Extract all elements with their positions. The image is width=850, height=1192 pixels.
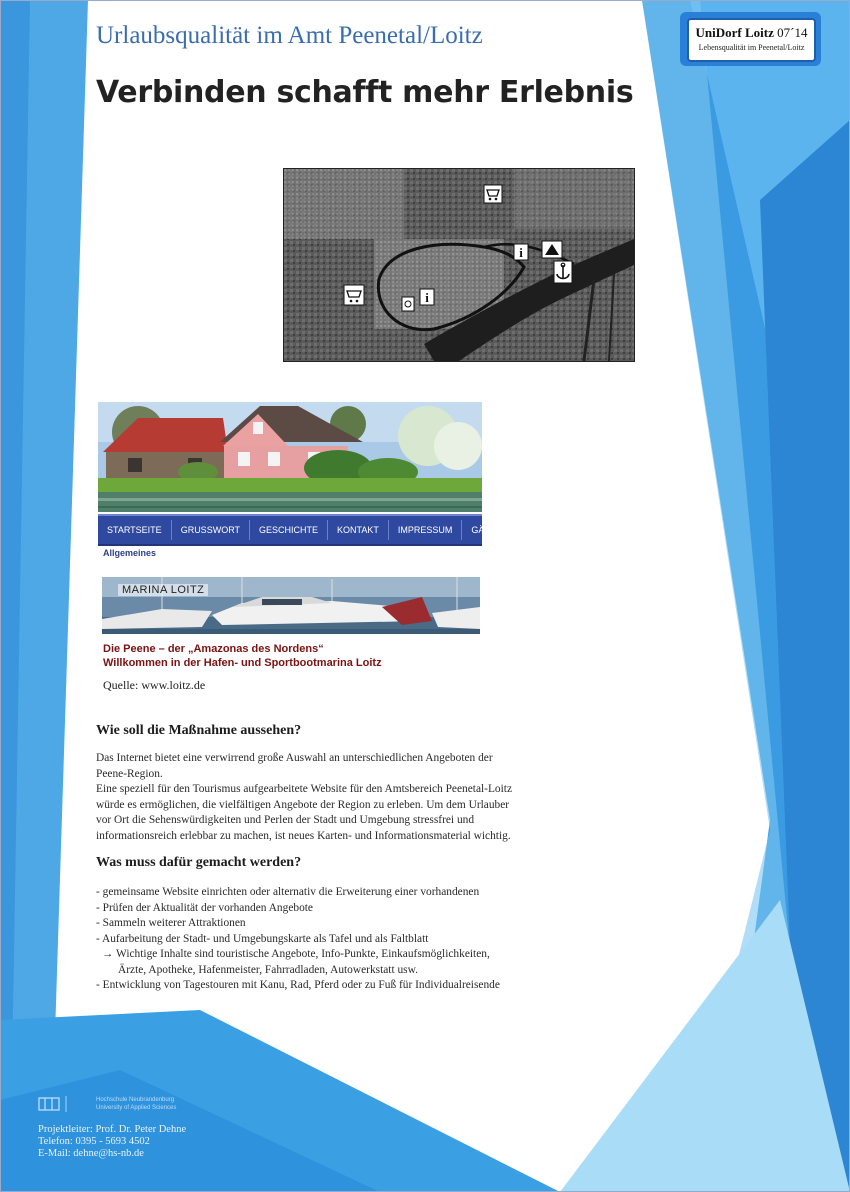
badge-year: 07´14 (777, 25, 808, 40)
list-item: - gemeinsame Website einrichten oder alternativ die Erweiterung einer vorhandenen (96, 886, 480, 898)
list-item: - Prüfen der Aktualität der vorhanden Angebote (96, 901, 313, 914)
nav-item-startseite[interactable]: STARTSEITE (98, 520, 172, 540)
body-line: vor Ort die Sehenswürdigkeiten und Perlen der Stadt und Umgebung stressfrei und (96, 814, 475, 826)
info-icon (420, 289, 434, 305)
nav-item-kontakt[interactable]: KONTAKT (328, 520, 389, 540)
university-logo (38, 1094, 178, 1116)
university-logo-text (96, 1096, 176, 1112)
shopping-cart-icon (484, 185, 502, 203)
svg-text:i: i (519, 245, 523, 260)
logo-text-line-2: University of Applied Sciences (96, 1105, 177, 1111)
section-body-measure (96, 751, 536, 844)
list-item: - Entwicklung von Tagestouren mit Kanu, Rad, Pferd oder zu Fuß für Individualreisende (96, 979, 500, 991)
header-subtitle: Urlaubsqualität im Amt Peenetal/Loitz (96, 22, 483, 49)
unidorf-badge (680, 12, 821, 66)
nav-item-gaestebuch[interactable]: GÄSTEBUCH (471, 525, 528, 535)
marina-headline-line-1: Die Peene – der „Amazonas des Nordens“ (103, 643, 324, 655)
shopping-cart-icon (344, 285, 364, 305)
aerial-map (283, 168, 635, 362)
contact-project-lead: Projektleiter: Prof. Dr. Peter Dehne (38, 1124, 187, 1135)
body-line: Das Internet bietet eine verwirrend große Auswahl an unterschiedlichen Angeboten der (96, 752, 493, 764)
logo-text-line-1: Hochschule Neubrandenburg (96, 1097, 175, 1103)
list-item: - Aufarbeitung der Stadt- und Umgebungskarte als Tafel und als Faltblatt (96, 932, 429, 945)
badge-subtitle: Lebensqualität im Peenetal/Loitz (698, 43, 805, 52)
badge-title: UniDorf Loitz (695, 25, 774, 40)
marina-headline (103, 642, 382, 670)
university-logo-mark (38, 1094, 88, 1114)
camping-tent-icon (542, 241, 562, 258)
info-icon (514, 244, 528, 260)
svg-text:i: i (425, 290, 429, 305)
body-line: würde es ermöglichen, die vielfältigen Angebote der Region zu erleben. Um dem Urlauber (96, 798, 510, 811)
map-graphic (284, 169, 634, 361)
nav-item-geschichte[interactable]: GESCHICHTE (250, 520, 328, 540)
banner-houses-photo (98, 402, 482, 512)
task-list (96, 885, 536, 994)
badge-title-line (689, 25, 814, 41)
anchor-icon (554, 261, 572, 283)
body-line: Eine speziell für den Tourismus aufgearbeitete Website für den Amtsbereich Peenetal-Loitz (96, 783, 513, 795)
marina-label: MARINA LOITZ (118, 584, 208, 596)
website-nav-bar (98, 514, 528, 546)
list-item: - Sammeln weiterer Attraktionen (96, 917, 246, 929)
nav-item-impressum[interactable]: IMPRESSUM (389, 520, 463, 540)
contact-phone: Telefon: 0395 - 5693 4502 (38, 1136, 150, 1147)
website-section-label: Allgemeines (103, 548, 157, 558)
page-title: Verbinden schafft mehr Erlebnis (96, 75, 634, 110)
badge-inner (687, 18, 816, 62)
town-hall-icon (402, 297, 414, 311)
list-sub-item: → Wichtige Inhalte sind touristische Angebote, Info-Punkte, Einkaufsmöglichkeiten, (102, 948, 490, 960)
website-screenshot (98, 402, 528, 547)
list-sub-item-continuation: Ärzte, Apotheke, Hafenmeister, Fahrradladen, Autowerkstatt usw. (118, 963, 418, 976)
nav-item-grusswort[interactable]: GRUSSWORT (172, 520, 250, 540)
contact-email[interactable]: E-Mail: dehne@hs-nb.de (38, 1148, 144, 1159)
section-heading-measure: Wie soll die Maßnahme aussehen? (96, 723, 302, 738)
footer-contact (38, 1124, 186, 1160)
image-source: Quelle: www.loitz.de (103, 678, 206, 692)
section-heading-tasks: Was muss dafür gemacht werden? (96, 855, 302, 870)
marina-banner-image (102, 577, 480, 634)
marina-headline-line-2: Willkommen in der Hafen- und Sportbootmarina Loitz (103, 657, 382, 669)
body-line: informationsreich erlebbar zu machen, ist neues Karten- und Informationsmaterial wichtig. (96, 829, 511, 842)
website-banner-image (98, 402, 482, 512)
body-line: Peene-Region. (96, 767, 163, 780)
